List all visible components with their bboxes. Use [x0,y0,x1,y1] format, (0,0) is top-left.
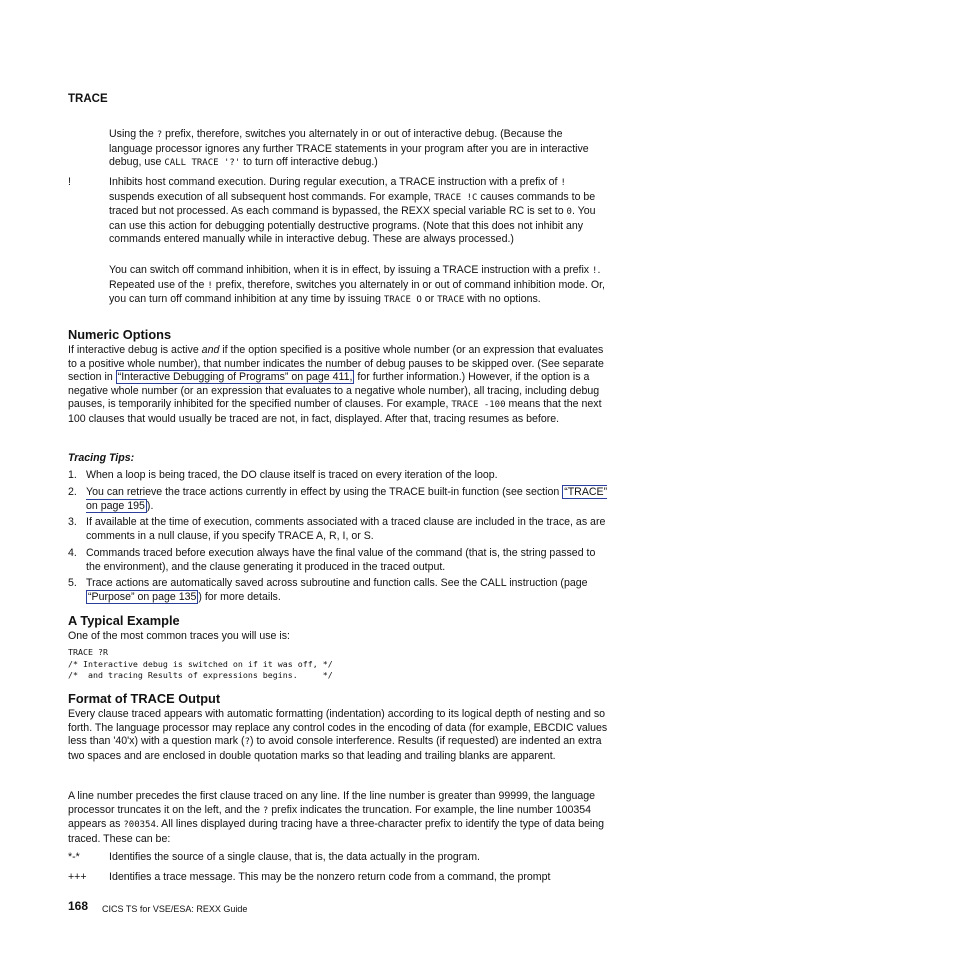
format-paragraph-1 [68,708,609,763]
code-inline: ? [244,737,250,748]
definition-term: +++ [68,871,87,883]
intro-paragraph [109,128,609,171]
page-number: 168 [68,899,89,913]
link-purpose-page-135[interactable]: “Purpose” on page 135 [88,590,197,603]
emphasis: and [201,344,220,356]
link-interactive-debugging[interactable]: “Interactive Debugging of Programs” on page 411, [117,371,353,384]
list-number: 1. [68,469,77,481]
section-heading-numeric-options: Numeric Options [68,327,172,342]
code-inline: ! [560,178,566,188]
footer-book-title: CICS TS for VSE/ESA: REXX Guide [102,904,248,914]
text: . You can use this action for debugging potentially destructive programs. (Note that this does not inhibit any commands entered manually while in interactive debug. These are always processed.) [109,205,596,246]
text: Using the [109,128,157,140]
text: to turn off interactive debug.) [240,156,378,169]
code-inline: TRACE [437,295,465,306]
bang-definition-paragraph [109,176,609,247]
code-inline: ! [592,266,598,276]
code-inline: CALL TRACE '?' [164,158,241,169]
text: Inhibits host command execution. During regular execution, a TRACE instruction with a prefix of [109,176,561,188]
text: prefix indicates the truncation. For example, the line number 100354 appears as [68,803,592,831]
definition-text: Identifies a trace message. This may be the nonzero return code from a command, the prompt [109,871,551,883]
text: . All lines displayed during tracing have a three-character prefix to identify the type of data being traced. These can be: [68,818,605,845]
code-inline: ?00354 [123,820,156,831]
text: prefix, therefore, switches you alternately in or out of interactive debug. (Because the language processor ignores any further TRACE statements in your program after you are in interactive debug, use [109,128,589,169]
text: or [421,293,438,306]
text: ) for more details. [198,590,281,603]
text: suspends execution of all subsequent host commands. For example, [109,190,435,203]
text: ). [146,499,154,512]
code-inline: ? [156,130,163,140]
text: prefix, therefore, switches you alternately in or out of command inhibition mode. Or, you can turn off command inhibition at any time by issuing [109,278,605,306]
list-item: Commands traced before execution always have the final value of the command (that is, the string passed to the environment), and the clause generating it produced in the traced output. [86,547,596,573]
list-item [86,486,609,513]
list-number: 2. [68,486,77,498]
link-trace-page-195[interactable]: “TRACE” on page 195 [86,486,608,512]
code-example: TRACE ?R /* Interactive debug is switched on if it was off, */ /* and tracing Results of expressions begins. */ [68,647,333,681]
text: Every clause traced appears with automatic formatting (indentation) according to its logical depth of nesting and so forth. The language processor may replace any control codes in the encoding of data (for example, EBCDIC values less than '40'x) with a question mark ( [68,708,608,748]
code-inline: TRACE -100 [451,400,506,411]
text: with no options. [464,293,541,306]
example-intro: One of the most common traces you will use is: [68,630,290,642]
text: You can retrieve the trace actions currently in effect by using the TRACE built-in function (see section [86,486,563,498]
code-inline: TRACE !C [434,192,478,203]
text: Trace actions are automatically saved across subroutine and function calls. See the CALL instruction (page [86,577,588,589]
section-heading-typical-example: A Typical Example [68,613,180,628]
definition-term-bang: ! [68,176,71,188]
code-inline: ! [207,280,213,291]
text: if the option specified is a positive whole number (or an expression that evaluates to a positive whole number), that number indicates the number of debug pauses to be skipped over. (See separate section in [68,344,604,384]
text: for further information.) However, if the option is a negative whole number (or an expression that evaluates to a negative whole number), all tracing, including debug pauses, is temporarily inhibited for the specified number of clauses. For example, [68,371,600,411]
list-number: 5. [68,577,77,589]
section-heading-format-trace-output: Format of TRACE Output [68,691,221,706]
list-item: If available at the time of execution, comments associated with a traced clause are included in the trace, as are comments in a null clause, if you specify TRACE A, R, I, or S. [86,516,606,542]
subheading-tracing-tips: Tracing Tips: [68,452,135,464]
list-item: When a loop is being traced, the DO clause itself is traced on every iteration of the loop. [86,469,498,481]
code-inline: ? [262,805,269,816]
running-header: TRACE [68,93,108,105]
text: If interactive debug is active [68,344,202,356]
definition-term: *-* [68,851,80,863]
definition-text: Identifies the source of a single clause, that is, the data actually in the program. [109,851,480,863]
list-item [86,577,609,604]
text: A line number precedes the first clause traced on any line. If the line number is greater than 99999, the language processor truncates it on the left, and the [68,790,596,816]
format-paragraph-2 [68,790,609,846]
text: ) to avoid console interference. Results (if requested) are indented an extra two spaces and are enclosed in double quotation marks so that leading and trailing blanks are apparent. [68,735,602,762]
numeric-options-paragraph [68,344,609,427]
list-number: 4. [68,547,77,559]
text: causes commands to be traced but not processed. As each command is bypassed, the REXX special variable RC is set to [109,190,596,218]
text: means that the next 100 clauses that would usually be traced are not, in fact, displayed. After that, tracing resumes as before. [68,398,602,425]
text: You can switch off command inhibition, when it is in effect, by issuing a TRACE instruction with a prefix [109,264,593,276]
list-number: 3. [68,516,77,528]
code-inline: 0 [566,207,572,218]
text: . Repeated use of the [109,264,601,291]
bang-definition-paragraph-2 [109,264,609,308]
code-inline: TRACE O [383,295,422,306]
